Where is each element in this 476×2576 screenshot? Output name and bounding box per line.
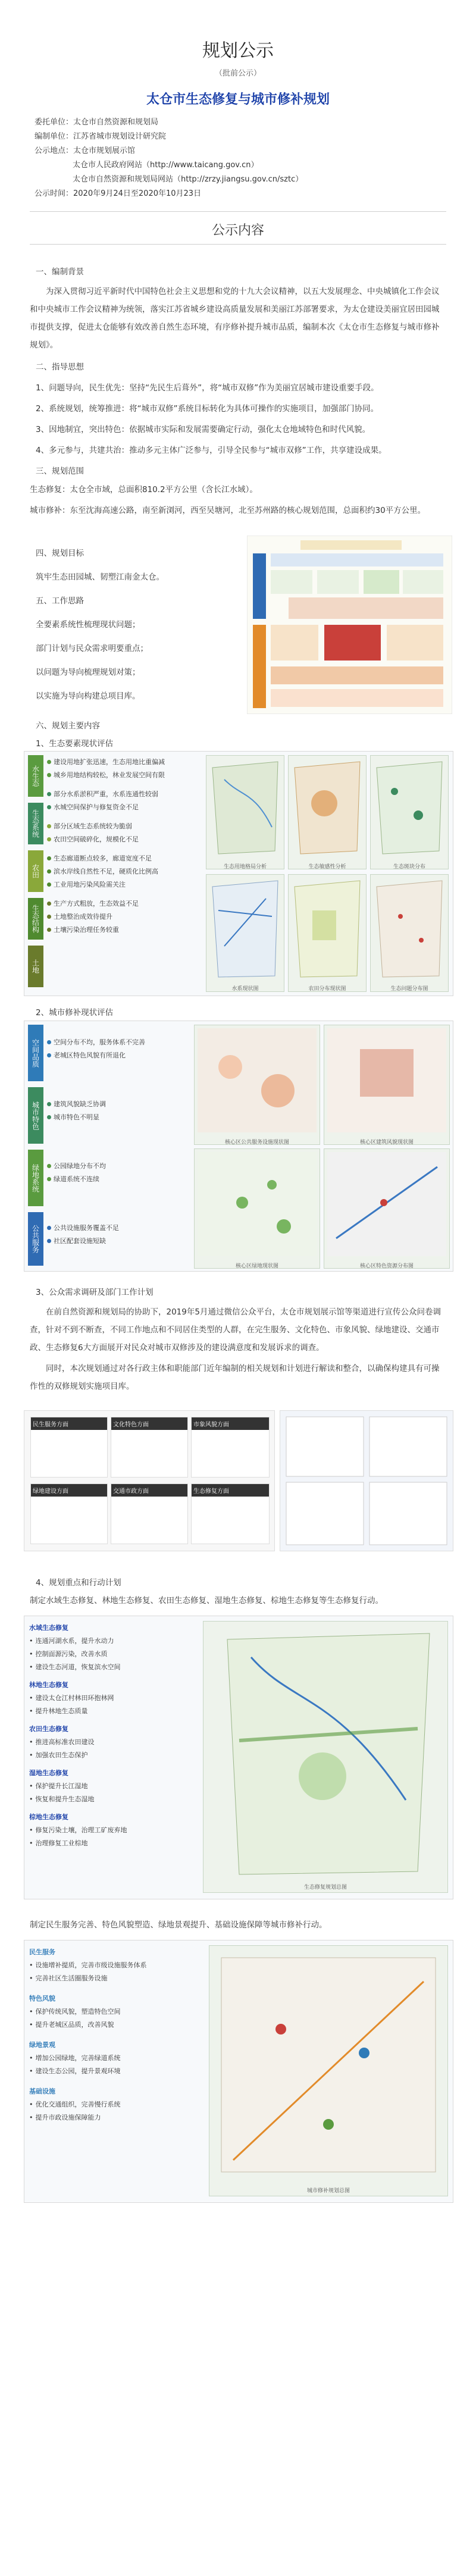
group-label: 绿地景观 — [29, 2041, 55, 2049]
city-issues-list — [28, 1025, 189, 1266]
city-category: 公共服务 — [28, 1212, 43, 1266]
divider — [30, 244, 446, 245]
list-item: • 完善社区生活圈服务设施 — [29, 1974, 108, 1982]
list-item: 生产方式粗放，生态效益不足 — [47, 897, 199, 910]
guidance-2: 2、系统规划，统筹推进：将“城市双修”系统目标转化为具体可操作的实施项目，加强部门协同。 — [36, 404, 379, 414]
meta-org2: 编制单位：江苏省城市规划设计研究院 — [35, 132, 167, 141]
survey-card: 文化特色方面 — [111, 1417, 188, 1478]
list-item: • 提升老城区品质，改善风貌 — [29, 2020, 114, 2029]
group-label: 农田生态修复 — [29, 1725, 68, 1733]
list-item: • 设施增补提质，完善市级设施服务体系 — [29, 1961, 147, 1969]
list-item: 空间分布不均，服务体系不完善 — [47, 1035, 187, 1048]
workflow-diagram — [247, 536, 452, 714]
eco-issue-rows — [47, 755, 199, 936]
heading-background: 一、编制背景 — [36, 267, 84, 277]
list-item: 老城区特色风貌有所退化 — [47, 1048, 187, 1062]
approach-3: 以问题为导向梳理规划对策； — [36, 668, 140, 677]
survey-card: 绿地建设方面 — [30, 1483, 108, 1544]
survey-card: 交通市政方面 — [111, 1483, 188, 1544]
eco-action-panel — [24, 1616, 453, 1899]
eco-map: 农田分布现状图 — [288, 874, 367, 992]
list-item: 城乡用地结构较松，林业发展空间有限 — [47, 768, 199, 781]
goal-text: 筑牢生态田园城、韧塑江南金太仓。 — [36, 572, 164, 582]
list-item: • 建设太仓江村林田环抱林网 — [29, 1694, 114, 1702]
list-item: • 建设生态河道，恢复滨水空间 — [29, 1663, 121, 1671]
eco-eval-panel — [24, 751, 453, 996]
eco-map: 生态用地格局分析 — [206, 755, 284, 869]
meta-addr-2[interactable]: 太仓市人民政府网站（http://www.taicang.gov.cn） — [73, 161, 259, 170]
divider — [30, 211, 446, 212]
group-label: 水域生态修复 — [29, 1624, 68, 1632]
page-title: 规划公示 — [202, 40, 274, 61]
guidance-4: 4、多元参与，共建共治：推动多元主体广泛参与，引导全民参与“城市双修”工作，共享建设成果。 — [36, 446, 387, 455]
list-item: • 保护传统风貌，塑造特色空间 — [29, 2007, 121, 2015]
city-eval-panel — [24, 1021, 453, 1272]
city-category: 城市特色 — [28, 1087, 43, 1144]
section-title: 公示内容 — [211, 223, 264, 238]
heading-eco-eval: 1、生态要素现状评估 — [36, 739, 114, 749]
survey-card: 民生服务方面 — [30, 1417, 108, 1478]
group-label: 民生服务 — [29, 1948, 55, 1956]
list-item: 生态廊道断点较多，廊道宽度不足 — [47, 852, 199, 865]
eco-issues-list — [28, 755, 201, 991]
survey-card: 生态修复方面 — [191, 1483, 270, 1544]
guidance-3: 3、因地制宜，突出特色：依据城市实际和发展需要确定行动，强化太仓地域特色和时代风貌。 — [36, 425, 371, 434]
city-action-list — [29, 1945, 202, 2124]
list-item: 建设用地扩张迅速，生态用地比重偏减 — [47, 755, 199, 768]
meta-addr-label: 公示地点：太仓市规划展示馆 — [35, 146, 136, 155]
list-item: 城市特色不明显 — [47, 1110, 187, 1123]
list-item: • 治理修复工业棕地 — [29, 1839, 88, 1847]
group-label: 基础设施 — [29, 2087, 55, 2095]
background-text: 为深入贯彻习近平新时代中国特色社会主义思想和党的十九大会议精神，以五大发展理念、中央城镇化工作会议和中央城市工作会议精神为统领，落实江苏省城乡建设高质量发展和美丽江苏部署要求，为太仓建设美丽宜居田园城市提供支撑，促进太仓能够有效改善自然生态环境，有序修补提升城市品质，编制本次《太仓市生态修复与城市修补规划》。 — [30, 287, 440, 350]
list-item: 水城空间保护与修复资金不足 — [47, 800, 199, 813]
eco-category: 生态系统 — [28, 803, 43, 844]
list-item: • 保护提升长江湿地 — [29, 1782, 88, 1790]
survey-text: 在前自然资源和规划局的协助下，2019年5月通过微信公众平台，太仓市规划展示馆等渠道进行宣传公众问卷调查，针对不到不断查，不同工作地点和不同居住类型的人群，在完生服务、文化特色、市象风貌、绿地建设、交通市政、生态修复6大方面展开对民众对城市双修涉及的建设满意度和发展诉求的调查。 — [30, 1307, 441, 1353]
heading-city-eval: 2、城市修补现状评估 — [36, 1008, 114, 1018]
city-category: 空间品质 — [28, 1025, 43, 1081]
list-item: 工业用地污染风险需关注 — [47, 878, 199, 891]
list-item: • 提升市政设施保障能力 — [29, 2113, 101, 2121]
list-item: • 修复污染土壤，治理工矿废弃地 — [29, 1826, 127, 1834]
page-subtitle: （批前公示） — [214, 69, 261, 78]
approach-2: 部门计划与民众需求明要重点； — [36, 644, 148, 653]
scope-eco: 生态修复：太仓全市域，总面积810.2平方公里（含长江水域）。 — [30, 485, 258, 494]
list-item: 公共设施服务覆盖不足 — [47, 1221, 187, 1234]
approach-1: 全要素系统性梳理现状问题； — [36, 620, 140, 630]
eco-category: 生态结构 — [28, 898, 43, 940]
heading-guidance: 二、指导思想 — [36, 362, 84, 372]
heading-scope: 三、规划范围 — [36, 467, 84, 476]
list-item: 农田空间破碎化，规模化不足 — [47, 832, 199, 846]
list-item: • 增加公园绿地，完善绿道系统 — [29, 2054, 121, 2062]
list-item: • 提升林地生态质量 — [29, 1707, 88, 1715]
eco-map: 生态敏感性分析 — [288, 755, 367, 869]
list-item: 部分区域生态系统较为脆弱 — [47, 819, 199, 832]
document-title: 太仓市生态修复与城市修补规划 — [146, 92, 330, 107]
guidance-1: 1、问题导向，民生优先：坚持“先民生后葺外”，将“城市双修”作为美丽宜居城市建设重要手段。 — [36, 383, 379, 393]
survey-card: 市象风貌方面 — [191, 1417, 270, 1478]
eco-category: 土地 — [28, 946, 43, 987]
list-item: 土地整治成效待提升 — [47, 910, 199, 923]
city-map: 核心区特色资源分布图 — [324, 1148, 450, 1269]
meta-org1: 委托单位：太仓市自然资源和规划局 — [35, 118, 159, 127]
survey-plans — [280, 1410, 453, 1551]
heading-approach: 五、工作思路 — [36, 596, 84, 606]
approach-4: 以实施为导向构建总项目库。 — [36, 691, 140, 701]
list-item: • 加强农田生态保护 — [29, 1751, 88, 1759]
scope-city: 城市修补：东至沈海高速公路，南至新浏河，西至吴塘河，北至苏州路的核心规划范围，总面积约30平方公里。 — [30, 506, 426, 515]
meta-addr-3[interactable]: 太仓市自然资源和规划局网站（http://zrzy.jiangsu.gov.cn/sztc） — [73, 175, 303, 184]
list-item: 绿道系统不连续 — [47, 1172, 187, 1185]
group-label: 棕地生态修复 — [29, 1813, 68, 1821]
eco-category: 农田 — [28, 850, 43, 892]
survey-cards — [24, 1410, 275, 1551]
eco-map: 生态问题分布图 — [370, 874, 449, 992]
city-category: 绿地系统 — [28, 1150, 43, 1206]
eco-plan-map: 生态修复规划总图 — [203, 1621, 448, 1893]
city-map: 核心区建筑风貌现状图 — [324, 1025, 450, 1145]
actions-city-text: 制定民生服务完善、特色风貌塑造、绿地景观提升、基础设施保障等城市修补行动。 — [30, 1920, 327, 1930]
city-map: 核心区绿地现状图 — [194, 1148, 320, 1269]
eco-map: 生态斑块分布 — [370, 755, 449, 869]
list-item: 社区配套设施短缺 — [47, 1234, 187, 1247]
meta-period: 公示时间：2020年9月24日至2020年10月23日 — [35, 189, 202, 198]
list-item: 滨水岸线自然性不足，硬质化比例高 — [47, 865, 199, 878]
eco-category: 水生态 — [28, 755, 43, 797]
list-item: • 建设生态公园，提升景观环境 — [29, 2067, 121, 2075]
heading-actions: 4、规划重点和行动计划 — [36, 1578, 121, 1588]
survey-text-2: 同时，本次规划通过对各行政主体和职能部门近年编制的相关规划和计划进行解读和整合，以确保构建具有可操作性的双修规划实施项目库。 — [30, 1364, 440, 1391]
list-item: • 连通河湖水系，提升水动力 — [29, 1636, 114, 1645]
city-map: 核心区公共服务设施现状图 — [194, 1025, 320, 1145]
list-item: 土壤污染治理任务较重 — [47, 923, 199, 936]
list-item: • 控制面源污染，改善水质 — [29, 1649, 108, 1658]
city-plan-map: 城市修补规划总图 — [209, 1945, 448, 2196]
eco-action-list — [29, 1621, 196, 1849]
group-label: 林地生态修复 — [29, 1681, 68, 1689]
heading-survey: 3、公众需求调研及部门工作计划 — [36, 1288, 154, 1297]
group-label: 特色风貌 — [29, 1995, 55, 2002]
list-item: 建筑风貌缺乏协调 — [47, 1097, 187, 1110]
list-item: • 推进高标准农田建设 — [29, 1738, 95, 1746]
list-item: • 恢复和提升生态湿地 — [29, 1795, 95, 1803]
list-item: 公园绿地分布不均 — [47, 1159, 187, 1172]
city-issue-rows — [47, 1035, 187, 1247]
heading-content: 六、规划主要内容 — [36, 721, 100, 731]
city-action-panel — [24, 1940, 453, 2203]
survey-graphics — [24, 1410, 452, 1550]
eco-map: 水系现状图 — [206, 874, 284, 992]
list-item: 部分水系淤积严重，水系连通性较弱 — [47, 787, 199, 800]
group-label: 湿地生态修复 — [29, 1769, 68, 1777]
heading-goal: 四、规划目标 — [36, 549, 84, 558]
list-item: • 优化交通组织，完善慢行系统 — [29, 2100, 121, 2108]
actions-eco-text: 制定水域生态修复、林地生态修复、农田生态修复、湿地生态修复、棕地生态修复等生态修复行动。 — [30, 1596, 383, 1605]
